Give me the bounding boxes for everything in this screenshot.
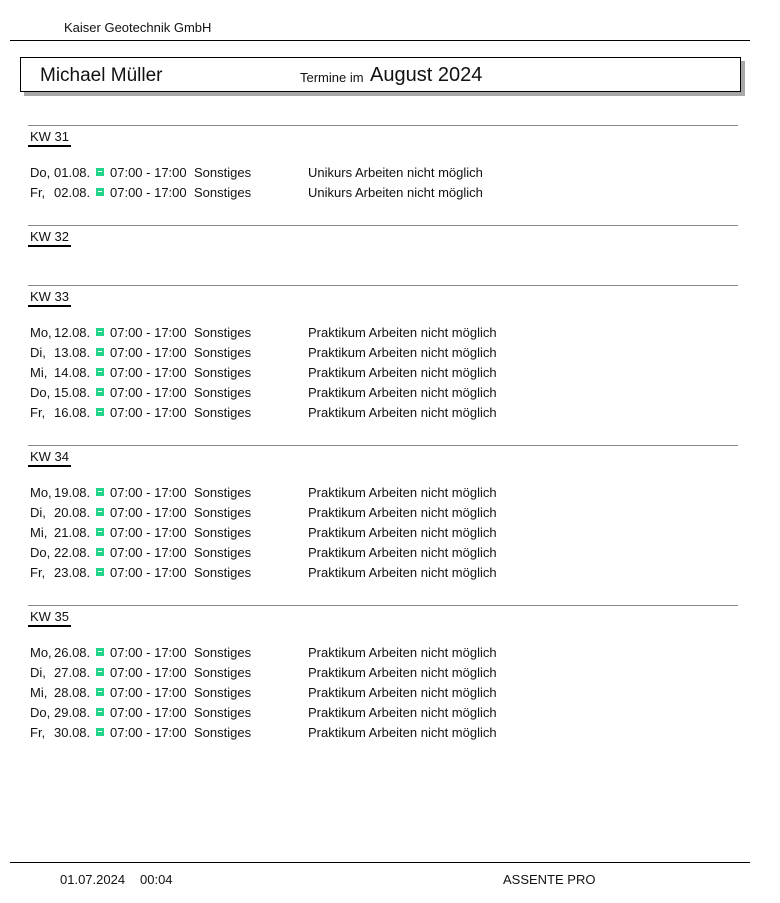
weekday: Mi, xyxy=(30,685,48,700)
weekday: Mo, xyxy=(30,325,52,340)
description: Praktikum Arbeiten nicht möglich xyxy=(308,565,497,580)
time-range: 07:00 - 17:00 xyxy=(110,705,187,720)
termine-label: Termine im xyxy=(300,70,364,85)
date: 23.08. xyxy=(54,565,91,580)
category: Sonstiges xyxy=(194,505,252,520)
time-range: 07:00 - 17:00 xyxy=(110,485,187,500)
date: 13.08. xyxy=(54,345,91,360)
time-range: 07:00 - 17:00 xyxy=(110,405,187,420)
weekday: Do, xyxy=(30,385,51,400)
category: Sonstiges xyxy=(194,705,252,720)
week-label: KW 31 xyxy=(28,129,71,147)
description: Praktikum Arbeiten nicht möglich xyxy=(308,545,497,560)
time-range: 07:00 - 17:00 xyxy=(110,505,187,520)
category: Sonstiges xyxy=(194,545,252,560)
footer-product: ASSENTE PRO xyxy=(503,872,596,887)
weekday: Mo, xyxy=(30,485,52,500)
status-marker-icon xyxy=(96,368,104,376)
title-box xyxy=(20,57,741,92)
week-divider xyxy=(28,605,738,606)
header-divider xyxy=(10,40,750,41)
date: 12.08. xyxy=(54,325,91,340)
status-marker-icon xyxy=(96,728,104,736)
footer-time: 00:04 xyxy=(140,872,173,887)
description: Praktikum Arbeiten nicht möglich xyxy=(308,405,497,420)
description: Praktikum Arbeiten nicht möglich xyxy=(308,665,497,680)
category: Sonstiges xyxy=(194,385,252,400)
category: Sonstiges xyxy=(194,365,252,380)
date: 02.08. xyxy=(54,185,91,200)
weekday: Fr, xyxy=(30,185,46,200)
description: Praktikum Arbeiten nicht möglich xyxy=(308,505,497,520)
status-marker-icon xyxy=(96,568,104,576)
date: 19.08. xyxy=(54,485,91,500)
week-label: KW 35 xyxy=(28,609,71,627)
status-marker-icon xyxy=(96,168,104,176)
category: Sonstiges xyxy=(194,485,252,500)
category: Sonstiges xyxy=(194,725,252,740)
description: Praktikum Arbeiten nicht möglich xyxy=(308,525,497,540)
description: Praktikum Arbeiten nicht möglich xyxy=(308,385,497,400)
time-range: 07:00 - 17:00 xyxy=(110,545,187,560)
date: 14.08. xyxy=(54,365,91,380)
time-range: 07:00 - 17:00 xyxy=(110,385,187,400)
category: Sonstiges xyxy=(194,325,252,340)
date: 27.08. xyxy=(54,665,91,680)
week-divider xyxy=(28,285,738,286)
weekday: Di, xyxy=(30,665,46,680)
date: 28.08. xyxy=(54,685,91,700)
time-range: 07:00 - 17:00 xyxy=(110,325,187,340)
weekday: Fr, xyxy=(30,565,46,580)
status-marker-icon xyxy=(96,188,104,196)
date: 22.08. xyxy=(54,545,91,560)
category: Sonstiges xyxy=(194,525,252,540)
description: Praktikum Arbeiten nicht möglich xyxy=(308,485,497,500)
weekday: Do, xyxy=(30,545,51,560)
weekday: Mi, xyxy=(30,525,48,540)
time-range: 07:00 - 17:00 xyxy=(110,365,187,380)
time-range: 07:00 - 17:00 xyxy=(110,665,187,680)
status-marker-icon xyxy=(96,648,104,656)
category: Sonstiges xyxy=(194,645,252,660)
description: Unikurs Arbeiten nicht möglich xyxy=(308,185,483,200)
status-marker-icon xyxy=(96,708,104,716)
weekday: Do, xyxy=(30,165,51,180)
week-label: KW 34 xyxy=(28,449,71,467)
week-label: KW 32 xyxy=(28,229,71,247)
status-marker-icon xyxy=(96,348,104,356)
month-title: August 2024 xyxy=(370,64,483,86)
category: Sonstiges xyxy=(194,185,252,200)
footer-divider xyxy=(10,862,750,863)
week-divider xyxy=(28,445,738,446)
description: Praktikum Arbeiten nicht möglich xyxy=(308,685,497,700)
date: 20.08. xyxy=(54,505,91,520)
date: 26.08. xyxy=(54,645,91,660)
category: Sonstiges xyxy=(194,165,252,180)
status-marker-icon xyxy=(96,488,104,496)
date: 21.08. xyxy=(54,525,91,540)
time-range: 07:00 - 17:00 xyxy=(110,525,187,540)
description: Praktikum Arbeiten nicht möglich xyxy=(308,705,497,720)
date: 16.08. xyxy=(54,405,91,420)
category: Sonstiges xyxy=(194,345,252,360)
category: Sonstiges xyxy=(194,685,252,700)
footer-date: 01.07.2024 xyxy=(60,872,126,887)
time-range: 07:00 - 17:00 xyxy=(110,165,187,180)
person-name: Michael Müller xyxy=(40,65,163,86)
time-range: 07:00 - 17:00 xyxy=(110,725,187,740)
description: Praktikum Arbeiten nicht möglich xyxy=(308,365,497,380)
weekday: Di, xyxy=(30,345,46,360)
date: 01.08. xyxy=(54,165,91,180)
weekday: Fr, xyxy=(30,725,46,740)
weekday: Mo, xyxy=(30,645,52,660)
time-range: 07:00 - 17:00 xyxy=(110,565,187,580)
status-marker-icon xyxy=(96,528,104,536)
status-marker-icon xyxy=(96,668,104,676)
week-label: KW 33 xyxy=(28,289,71,307)
description: Praktikum Arbeiten nicht möglich xyxy=(308,645,497,660)
date: 30.08. xyxy=(54,725,91,740)
status-marker-icon xyxy=(96,688,104,696)
description: Praktikum Arbeiten nicht möglich xyxy=(308,725,497,740)
status-marker-icon xyxy=(96,388,104,396)
company-name: Kaiser Geotechnik GmbH xyxy=(64,20,212,35)
time-range: 07:00 - 17:00 xyxy=(110,345,187,360)
weekday: Do, xyxy=(30,705,51,720)
category: Sonstiges xyxy=(194,565,252,580)
status-marker-icon xyxy=(96,328,104,336)
category: Sonstiges xyxy=(194,405,252,420)
date: 29.08. xyxy=(54,705,91,720)
time-range: 07:00 - 17:00 xyxy=(110,685,187,700)
week-divider xyxy=(28,225,738,226)
category: Sonstiges xyxy=(194,665,252,680)
status-marker-icon xyxy=(96,408,104,416)
week-divider xyxy=(28,125,738,126)
status-marker-icon xyxy=(96,548,104,556)
weekday: Di, xyxy=(30,505,46,520)
description: Praktikum Arbeiten nicht möglich xyxy=(308,345,497,360)
time-range: 07:00 - 17:00 xyxy=(110,185,187,200)
description: Unikurs Arbeiten nicht möglich xyxy=(308,165,483,180)
time-range: 07:00 - 17:00 xyxy=(110,645,187,660)
weekday: Mi, xyxy=(30,365,48,380)
description: Praktikum Arbeiten nicht möglich xyxy=(308,325,497,340)
date: 15.08. xyxy=(54,385,91,400)
status-marker-icon xyxy=(96,508,104,516)
weekday: Fr, xyxy=(30,405,46,420)
